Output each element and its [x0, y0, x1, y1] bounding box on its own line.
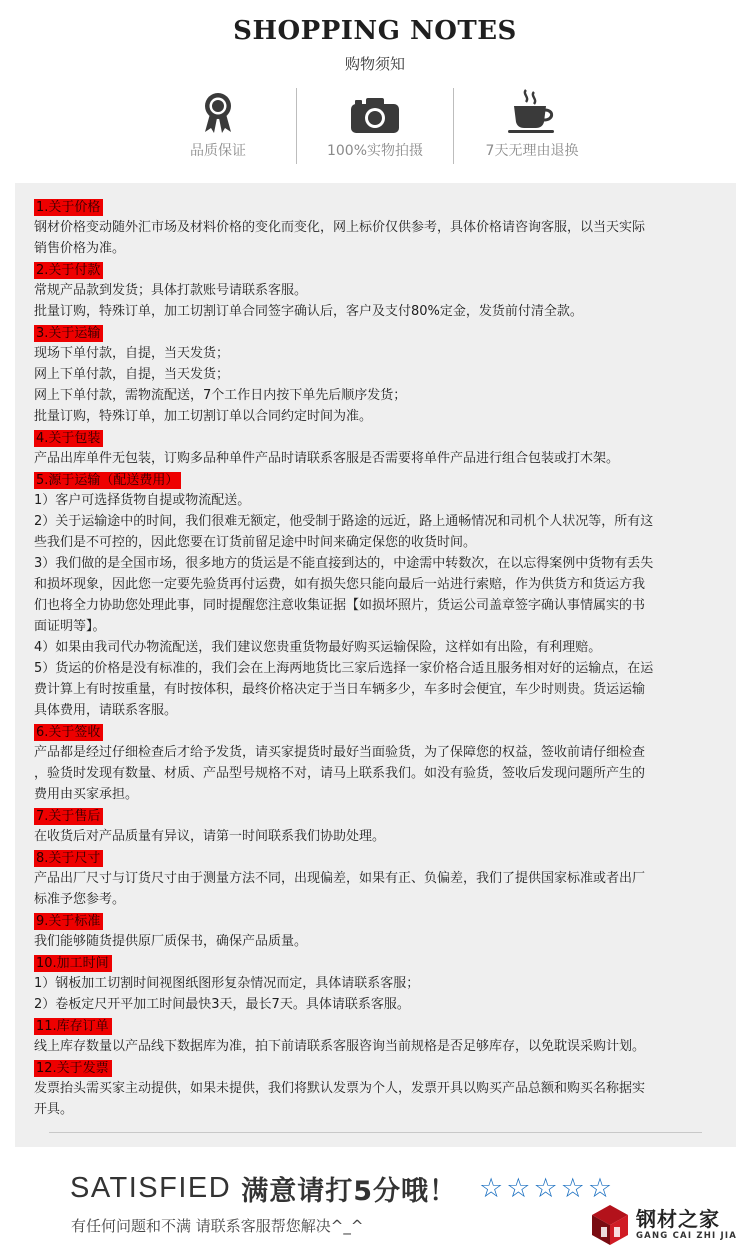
feature-label: 品质保证: [190, 143, 246, 159]
section-line: 费用由买家承担。: [34, 787, 139, 802]
section-title: 9.关于标准: [34, 913, 103, 930]
help-text: 有任何问题和不满 请联系客服帮您解决^_^: [71, 1217, 364, 1235]
section-line: 批量订购，特殊订单，加工切割订单以合同约定时间为准。: [34, 409, 373, 424]
note-section: [34, 1057, 720, 1120]
star-icon[interactable]: ☆: [533, 1172, 558, 1204]
section-title: 10.加工时间: [34, 955, 112, 972]
note-section: [34, 910, 720, 952]
section-line: 我们能够随货提供原厂质保书，确保产品质量。: [34, 934, 308, 949]
section-line: 产品都是经过仔细检查后才给予发货，请买家提货时最好当面验货，为了保障您的权益，签收前请仔细检查: [34, 745, 646, 760]
section-line: 批量订购，特殊订单，加工切割订单合同签字确认后，客户及支付80%定金，发货前付清全款。: [34, 304, 583, 319]
satisfaction-row: [70, 1169, 615, 1208]
award-ribbon-icon: [201, 92, 235, 134]
footer: [0, 1147, 750, 1257]
star-icon[interactable]: ☆: [587, 1172, 613, 1204]
section-line: 网上下单付款，需物流配送，7个工作日内按下单先后顺序发货；: [34, 388, 407, 403]
star-icon[interactable]: ☆: [560, 1172, 585, 1204]
section-line: 标准予您参考。: [34, 892, 126, 907]
section-line: 1）钢板加工切割时间视图纸图形复杂情况而定，具体请联系客服；: [34, 976, 420, 991]
section-line: 5）货运的价格是没有标准的，我们会在上海两地货比三家后选择一家价格合适且服务相对好的运输点，在运: [34, 661, 654, 676]
satisfied-word: SATISFIED: [70, 1172, 232, 1204]
section-title: 4.关于包装: [34, 430, 103, 447]
feature-return: [453, 88, 610, 164]
note-section: [34, 805, 720, 847]
section-line: 在收货后对产品质量有异议，请第一时间联系我们协助处理。: [34, 829, 386, 844]
note-section: [34, 1015, 720, 1057]
section-line: 现场下单付款，自提，当天发货；: [34, 346, 230, 361]
section-line: 具体费用，请联系客服。: [34, 703, 178, 718]
section-line: 些我们是不可控的，因此您要在订货前留足途中时间来确定保您的收货时间。: [34, 535, 477, 550]
section-title: 1.关于价格: [34, 199, 103, 216]
note-section: [34, 469, 720, 721]
notes-panel: [15, 183, 736, 1147]
star-icon[interactable]: ☆: [506, 1172, 531, 1204]
notes-sections: [34, 196, 720, 1120]
section-line: 发票抬头需买家主动提供，如果未提供，我们将默认发票为个人，发票开具以购买产品总额和购买名称据实: [34, 1081, 646, 1096]
section-line: 产品出厂尺寸与订货尺寸由于测量方法不同，出现偏差，如果有正、负偏差，我们了提供国家标准或者出厂: [34, 871, 646, 886]
section-title: 6.关于签收: [34, 724, 103, 741]
section-title: 2.关于付款: [34, 262, 103, 279]
page-title: SHOPPING NOTES: [233, 16, 517, 46]
feature-label: 100%实物拍摄: [326, 143, 424, 159]
section-line: 网上下单付款，自提，当天发货；: [34, 367, 230, 382]
section-line: 3）我们做的是全国市场，很多地方的货运是不能直接到达的，中途需中转数次，在以忘得案例中货物有丢失: [34, 556, 654, 571]
section-title: 12.关于发票: [34, 1060, 112, 1077]
section-line: 2）卷板定尺开平加工时间最快3天，最长7天。具体请联系客服。: [34, 997, 410, 1012]
section-line: 和损坏现象，因此您一定要先验货再付运费，如有损失您只能向最后一站进行索赔，作为供货方和货运方我: [34, 577, 646, 592]
section-line: 产品出库单件无包装，订购多品种单件产品时请联系客服是否需要将单件产品进行组合包装或打木架。: [34, 451, 620, 466]
section-title: 5.源于运输（配送费用）: [34, 472, 181, 489]
section-line: 钢材价格变动随外汇市场及材料价格的变化而变化，网上标价仅供参考，具体价格请咨询客服，以当天实际: [34, 220, 646, 235]
satisfaction-slogan: 满意请打5分哦！: [241, 1176, 458, 1207]
section-title: 11.库存订单: [34, 1018, 112, 1035]
note-section: [34, 196, 720, 259]
cube-logo-icon: [590, 1203, 630, 1247]
section-line: 面证明等】。: [34, 619, 106, 634]
section-line: 1）客户可选择货物自提或物流配送。: [34, 493, 251, 508]
section-line: 销售价格为准。: [34, 241, 126, 256]
feature-quality: [140, 88, 296, 164]
brand-logo: [590, 1203, 737, 1247]
camera-icon: [349, 96, 401, 134]
rating-stars[interactable]: [479, 1174, 615, 1204]
section-title: 7.关于售后: [34, 808, 103, 825]
coffee-cup-icon: [506, 88, 558, 134]
note-section: [34, 322, 720, 427]
note-section: [34, 721, 720, 805]
section-title: 3.关于运输: [34, 325, 103, 342]
page-subtitle: 购物须知: [344, 55, 405, 73]
feature-row: [0, 88, 750, 164]
section-line: 开具。: [34, 1102, 74, 1117]
note-section: [34, 427, 720, 469]
logo-pinyin: GANG CAI ZHI JIA: [636, 1231, 738, 1241]
note-section: [34, 259, 720, 322]
section-line: 线上库存数量以产品线下数据库为准，拍下前请联系客服咨询当前规格是否足够库存，以免耽误采购计划。: [34, 1039, 646, 1054]
section-line: 费计算上有时按重量，有时按体积，最终价格决定于当日车辆多少，车多时会便宜，车少时则贵。货运运输: [34, 682, 646, 697]
section-line: 2）关于运输途中的时间，我们很难无额定，他受制于路途的远近，路上通畅情况和司机个人状况等，所有这: [34, 514, 654, 529]
section-line: 们也将全力协助您处理此事，同时提醒您注意收集证据【如损坏照片，货运公司盖章签字确认事情属实的书: [34, 598, 646, 613]
section-line: 4）如果由我司代办物流配送，我们建议您贵重货物最好购买运输保险，这样如有出险，有利理赔。: [34, 640, 602, 655]
feature-label: 7天无理由退换: [485, 143, 579, 159]
note-section: [34, 847, 720, 910]
section-line: 常规产品款到发货；具体打款账号请联系客服。: [34, 283, 308, 298]
section-title: 8.关于尺寸: [34, 850, 103, 867]
feature-photo: [296, 88, 453, 164]
note-section: [34, 952, 720, 1015]
star-icon[interactable]: ☆: [479, 1172, 504, 1204]
divider: [49, 1132, 702, 1133]
logo-chinese: 钢材之家: [636, 1207, 720, 1231]
section-line: ，验货时发现有数量、材质、产品型号规格不对，请马上联系我们。如没有验货，签收后发现问题所产生的: [34, 766, 646, 781]
page-header: [0, 0, 750, 172]
